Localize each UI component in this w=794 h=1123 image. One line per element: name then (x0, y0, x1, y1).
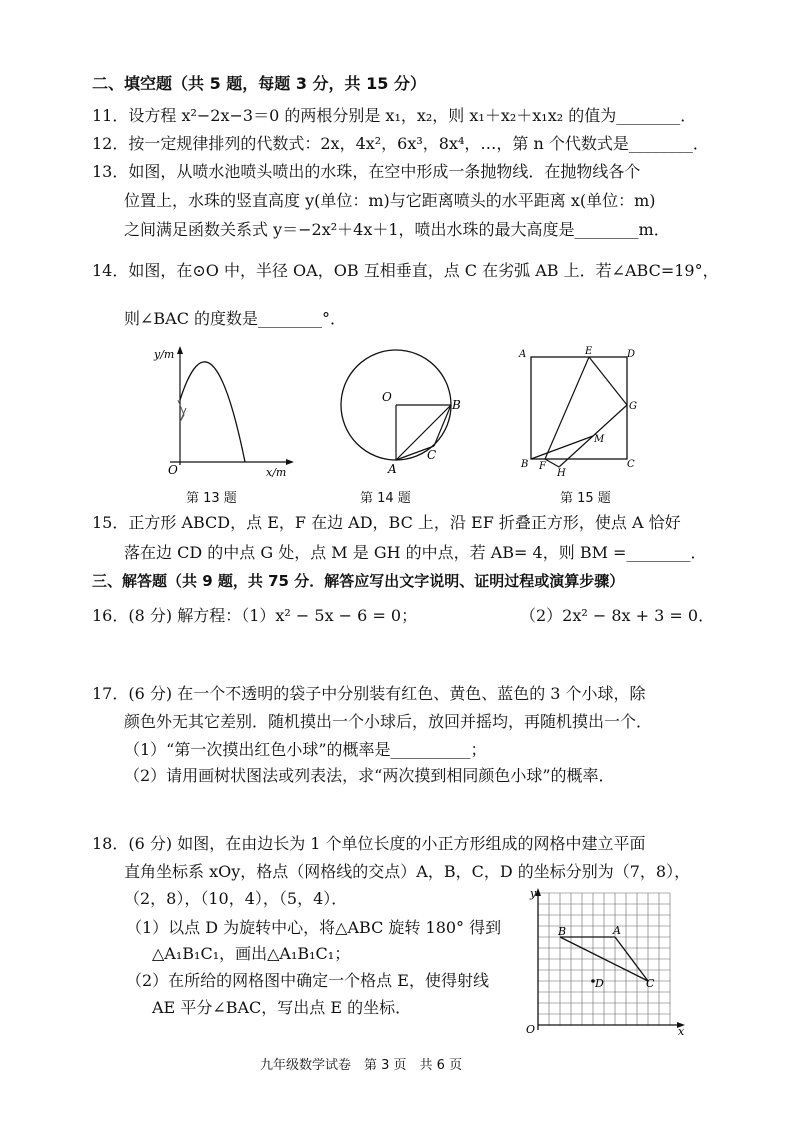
f14-label-A: A (388, 462, 397, 476)
question-18-line1: 18．(6 分) 如图，在由边长为 1 个单位长度的小正方形组成的网格中建立平面 (92, 834, 646, 853)
question-18-line6: （2）在所给的网格图中确定一个格点 E，使得射线 (126, 971, 489, 990)
f18-label-y: y (530, 887, 537, 900)
f14-label-O: O (382, 390, 392, 404)
question-14-line1: 14．如图，在⊙O 中，半径 OA，OB 互相垂直，点 C 在劣弧 AB 上．若∠ABC=19°， (92, 261, 719, 280)
f13-origin: O (168, 463, 178, 477)
figure-14-caption: 第 14 题 (360, 491, 411, 506)
f15-label-B: B (521, 459, 529, 470)
question-13-line3: 之间满足函数关系式 y＝−2x²＋4x＋1，喷出水珠的最大高度是________m． (124, 220, 670, 239)
question-17-line2: 颜色外无其它差别．随机摸出一个小球后，放回并摇均，再随机摸出一个． (124, 712, 653, 731)
f18-label-B: B (558, 925, 567, 938)
f18-label-A: A (613, 924, 621, 937)
f13-xlabel: x/m (266, 466, 287, 479)
f15-label-G: G (629, 401, 637, 412)
f18-label-O: O (526, 1023, 536, 1035)
question-14-line2: 则∠BAC 的度数是________°． (124, 309, 347, 328)
question-13-line2: 位置上，水珠的竖直高度 y(单位：m)与它距离喷头的水平距离 x(单位：m) (124, 191, 656, 210)
f15-BM (531, 436, 593, 459)
question-16-part2: （2）2x² − 8x + 3 = 0． (520, 606, 715, 625)
question-18-line5: △A₁B₁C₁，画出△A₁B₁C₁； (152, 944, 351, 963)
f15-label-H: H (557, 468, 566, 479)
figure-13-parabola (150, 340, 300, 480)
question-17-line1: 17．(6 分) 在一个不透明的袋子中分别装有红色、黄色、蓝色的 3 个小球，除 (92, 684, 646, 703)
question-12: 12．按一定规律排列的代数式：2x，4x²，6x³，8x⁴，…，第 n 个代数式是________． (92, 134, 709, 153)
section3-title: 三、解答题（共 9 题，共 75 分．解答应写出文字说明、证明过程或演算步骤） (92, 572, 625, 590)
section2-title: 二、填空题（共 5 题，每题 3 分，共 15 分） (92, 74, 426, 93)
f14-chord-AB (396, 405, 451, 460)
f18-label-C: C (646, 977, 655, 990)
f15-label-E: E (585, 346, 593, 357)
f14-chord-BC (434, 405, 451, 446)
question-11: 11．设方程 x²−2x−3＝0 的两根分别是 x₁，x₂，则 x₁＋x₂＋x₁x₂ 的值为________． (92, 106, 697, 125)
question-15-line1: 15．正方形 ABCD，点 E，F 在边 AD，BC 上，沿 EF 折叠正方形，使点 A 恰好 (92, 513, 681, 532)
figure-18-grid (520, 885, 690, 1035)
f15-label-M: M (594, 434, 605, 445)
f15-FH (545, 459, 559, 467)
question-18-line4: （1）以点 D 为旋转中心，将△ABC 旋转 180° 得到 (126, 918, 502, 937)
question-13-line1: 13．如图，从喷水池喷头喷出的水珠，在空中形成一条抛物线．在抛物线各个 (92, 162, 641, 181)
f13-x-arrow (286, 459, 294, 465)
f15-square (531, 357, 627, 459)
f14-label-B: B (452, 398, 461, 412)
f15-EG (589, 357, 627, 405)
f13-y-arrow (177, 346, 183, 354)
f13-parabola (180, 362, 245, 462)
f15-label-A: A (519, 349, 527, 360)
question-16-part1: 16．(8 分) 解方程：（1）x² − 5x − 6 = 0； (92, 606, 418, 625)
f15-EF (545, 357, 589, 459)
f15-label-D: D (627, 349, 636, 360)
f14-label-C: C (427, 448, 437, 462)
question-17-line3: （1）“第一次摸出红色小球”的概率是__________； (124, 740, 487, 759)
figure-14-circle (330, 345, 470, 480)
f18-label-D: D (595, 977, 604, 990)
question-18-line3: （2，8），（10，4），（5，4）． (124, 889, 348, 908)
figure-15-caption: 第 15 题 (560, 491, 611, 506)
question-15-line2: 落在边 CD 的中点 G 处，点 M 是 GH 的中点，若 AB= 4，则 BM =________． (124, 543, 707, 562)
page-footer: 九年级数学试卷 第 3 页 共 6 页 (260, 1058, 463, 1073)
f15-label-F: F (539, 461, 546, 472)
f13-nozzle (178, 400, 186, 422)
f18-label-x: x (678, 1025, 685, 1035)
f15-label-C: C (627, 459, 635, 470)
question-18-line2: 直角坐标系 xOy，格点（网格线的交点）A，B，C，D 的坐标分别为（7，8）， (124, 862, 691, 881)
question-17-line4: （2）请用画树状图法或列表法，求“两次摸到相同颜色小球”的概率． (124, 766, 615, 785)
f13-ylabel: y/m (154, 348, 175, 361)
question-18-line7: AE 平分∠BAC，写出点 E 的坐标． (152, 998, 412, 1017)
figure-15-square (515, 345, 645, 480)
figure-13-caption: 第 13 题 (186, 491, 237, 506)
